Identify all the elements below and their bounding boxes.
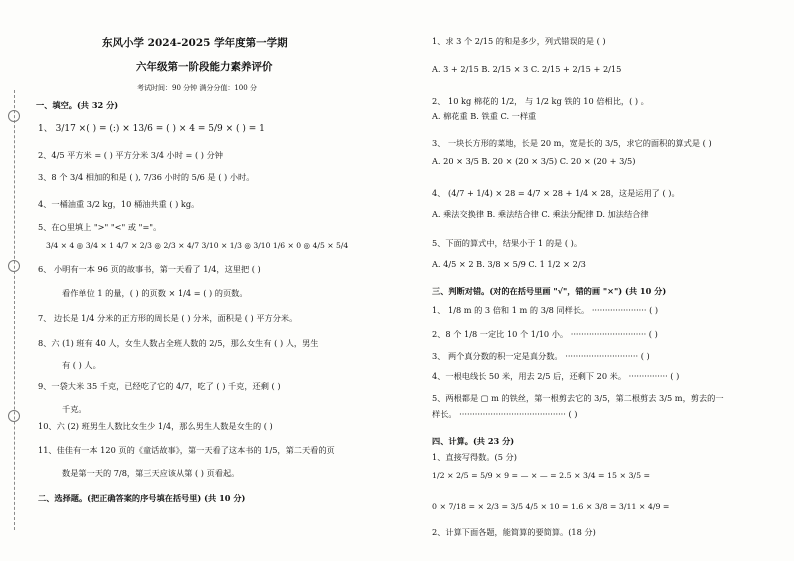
judge-4: 4、一根电线长 50 米，用去 2/5 后，还剩下 20 米。 ··············· ( ) bbox=[432, 371, 680, 381]
section-1-heading: 一、填空。(共 32 分) bbox=[36, 100, 119, 110]
binding-hole bbox=[8, 410, 20, 422]
question-8-cont: 有 ( ) 人。 bbox=[62, 360, 101, 370]
calc-1-row-2: 0 × 7/18 = × 2/3 = 3/5 4/5 × 10 = 1.6 × 3/8 = 3/11 × 4/9 = bbox=[432, 502, 670, 511]
exam-title: 六年级第一阶段能力素养评价 bbox=[136, 61, 273, 73]
question-1: 1、 3/17 ×( ) = (:) × 13/6 = ( ) × 4 = 5/9 × ( ) = 1 bbox=[38, 124, 265, 134]
question-7: 7、 边长是 1/4 分米的正方形的周长是 ( ) 分米，面积是 ( ) 平方分米。 bbox=[38, 313, 298, 323]
question-2: 2、4/5 平方米 = ( ) 平方分米 3/4 小时 = ( ) 分钟 bbox=[38, 150, 223, 160]
binding-hole bbox=[8, 110, 20, 122]
section-4-heading: 四、计算。(共 23 分) bbox=[432, 436, 515, 446]
question-11: 11、佳佳有一本 120 页的《童话故事》，第一天看了这本书的 1/5，第二天看的页 bbox=[38, 445, 335, 455]
choice-5: 5、下面的算式中，结果小于 1 的是 ( )。 bbox=[432, 238, 583, 248]
choice-3: 3、 一块长方形的菜地，长是 20 m，宽是长的 3/5，求它的面积的算式是 ( ) bbox=[432, 138, 712, 148]
calc-2-heading: 2、计算下面各题，能简算的要简算。(18 分) bbox=[432, 527, 596, 537]
question-5-compare: 3/4 × 4 ◎ 3/4 × 1 4/7 × 2/3 ◎ 2/3 × 4/7 3/10 × 1/3 ◎ 3/10 1/6 × 0 ◎ 4/5 × 5/4 bbox=[46, 241, 349, 250]
question-3: 3、8 个 3/4 相加的和是 ( ), 7/36 小时的 5/6 是 ( ) 小时。 bbox=[38, 172, 255, 182]
question-4: 4、一桶油重 3/2 kg，10 桶油共重 ( ) kg。 bbox=[38, 199, 200, 209]
question-6: 6、 小明有一本 96 页的故事书，第一天看了 1/4，这里把 ( ) bbox=[38, 264, 261, 274]
choice-1-options: A. 3 + 2/15 B. 2/15 × 3 C. 2/15 + 2/15 + 2/15 bbox=[432, 64, 622, 74]
calc-1-heading: 1、直接写得数。(5 分) bbox=[432, 452, 517, 462]
binding-fold-line bbox=[14, 90, 15, 530]
question-9: 9、一袋大米 35 千克，已经吃了它的 4/7，吃了 ( ) 千克，还剩 ( ) bbox=[38, 381, 281, 391]
choice-3-options: A. 20 × 3/5 B. 20 × (20 × 3/5) C. 20 × (20 + 3/5) bbox=[432, 156, 636, 166]
judge-5-cont: 样长。 ········································· ( ) bbox=[432, 409, 578, 419]
section-3-heading: 三、判断对错。(对的在括号里画 "√"，错的画 "×") (共 10 分) bbox=[432, 286, 667, 296]
judge-2: 2、8 个 1/8 一定比 10 个 1/10 小。 ····························· ( ) bbox=[432, 329, 658, 339]
judge-5: 5、两根都是 ▢ m 的铁丝，第一根剪去它的 3/5，第二根剪去 3/5 m，剪去的一 bbox=[432, 393, 724, 403]
question-9-cont: 千克。 bbox=[62, 404, 87, 414]
choice-4-options: A. 乘法交换律 B. 乘法结合律 C. 乘法分配律 D. 加法结合律 bbox=[432, 209, 649, 219]
school-title: 东风小学 2024-2025 学年度第一学期 bbox=[102, 37, 288, 49]
choice-2-options: A. 棉花重 B. 铁重 C. 一样重 bbox=[432, 111, 537, 121]
question-8: 8、六 (1) 班有 40 人，女生人数占全班人数的 2/5，那么女生有 ( ) 人，男生 bbox=[38, 338, 319, 348]
choice-5-options: A. 4/5 × 2 B. 3/8 × 5/9 C. 1 1/2 × 2/3 bbox=[432, 259, 586, 269]
choice-4: 4、 (4/7 + 1/4) × 28 = 4/7 × 28 + 1/4 × 28，这是运用了 ( )。 bbox=[432, 188, 680, 198]
question-11-cont: 数是第一天的 7/8，第三天应该从第 ( ) 页看起。 bbox=[62, 468, 240, 478]
question-5: 5、在○里填上 ">" "<" 或 "="。 bbox=[38, 222, 162, 232]
choice-2: 2、 10 kg 棉花的 1/2， 与 1/2 kg 铁的 10 倍相比，( ) 。 bbox=[432, 96, 649, 106]
question-10: 10、六 (2) 班男生人数比女生少 1/4，那么男生人数是女生的 ( ) bbox=[38, 421, 273, 431]
section-2-heading: 二、选择题。(把正确答案的序号填在括号里) (共 10 分) bbox=[38, 493, 246, 503]
judge-3: 3、 两个真分数的积一定是真分数。 ···························· ( ) bbox=[432, 351, 650, 361]
judge-1: 1、 1/8 m 的 3 倍和 1 m 的 3/8 同样长。 ····················· ( ) bbox=[432, 305, 659, 315]
choice-1: 1、求 3 个 2/15 的和是多少，列式错误的是 ( ) bbox=[432, 36, 606, 46]
exam-meta: 考试时间：90 分钟 满分分值：100 分 bbox=[137, 84, 257, 92]
binding-hole bbox=[8, 260, 20, 272]
calc-1-row-1: 1/2 × 2/5 = 5/9 × 9 = — × — = 2.5 × 3/4 = 15 × 3/5 = bbox=[432, 471, 651, 480]
question-6-cont: 看作单位 1 的量，( ) 的页数 × 1/4 = ( ) 的页数。 bbox=[62, 288, 248, 298]
